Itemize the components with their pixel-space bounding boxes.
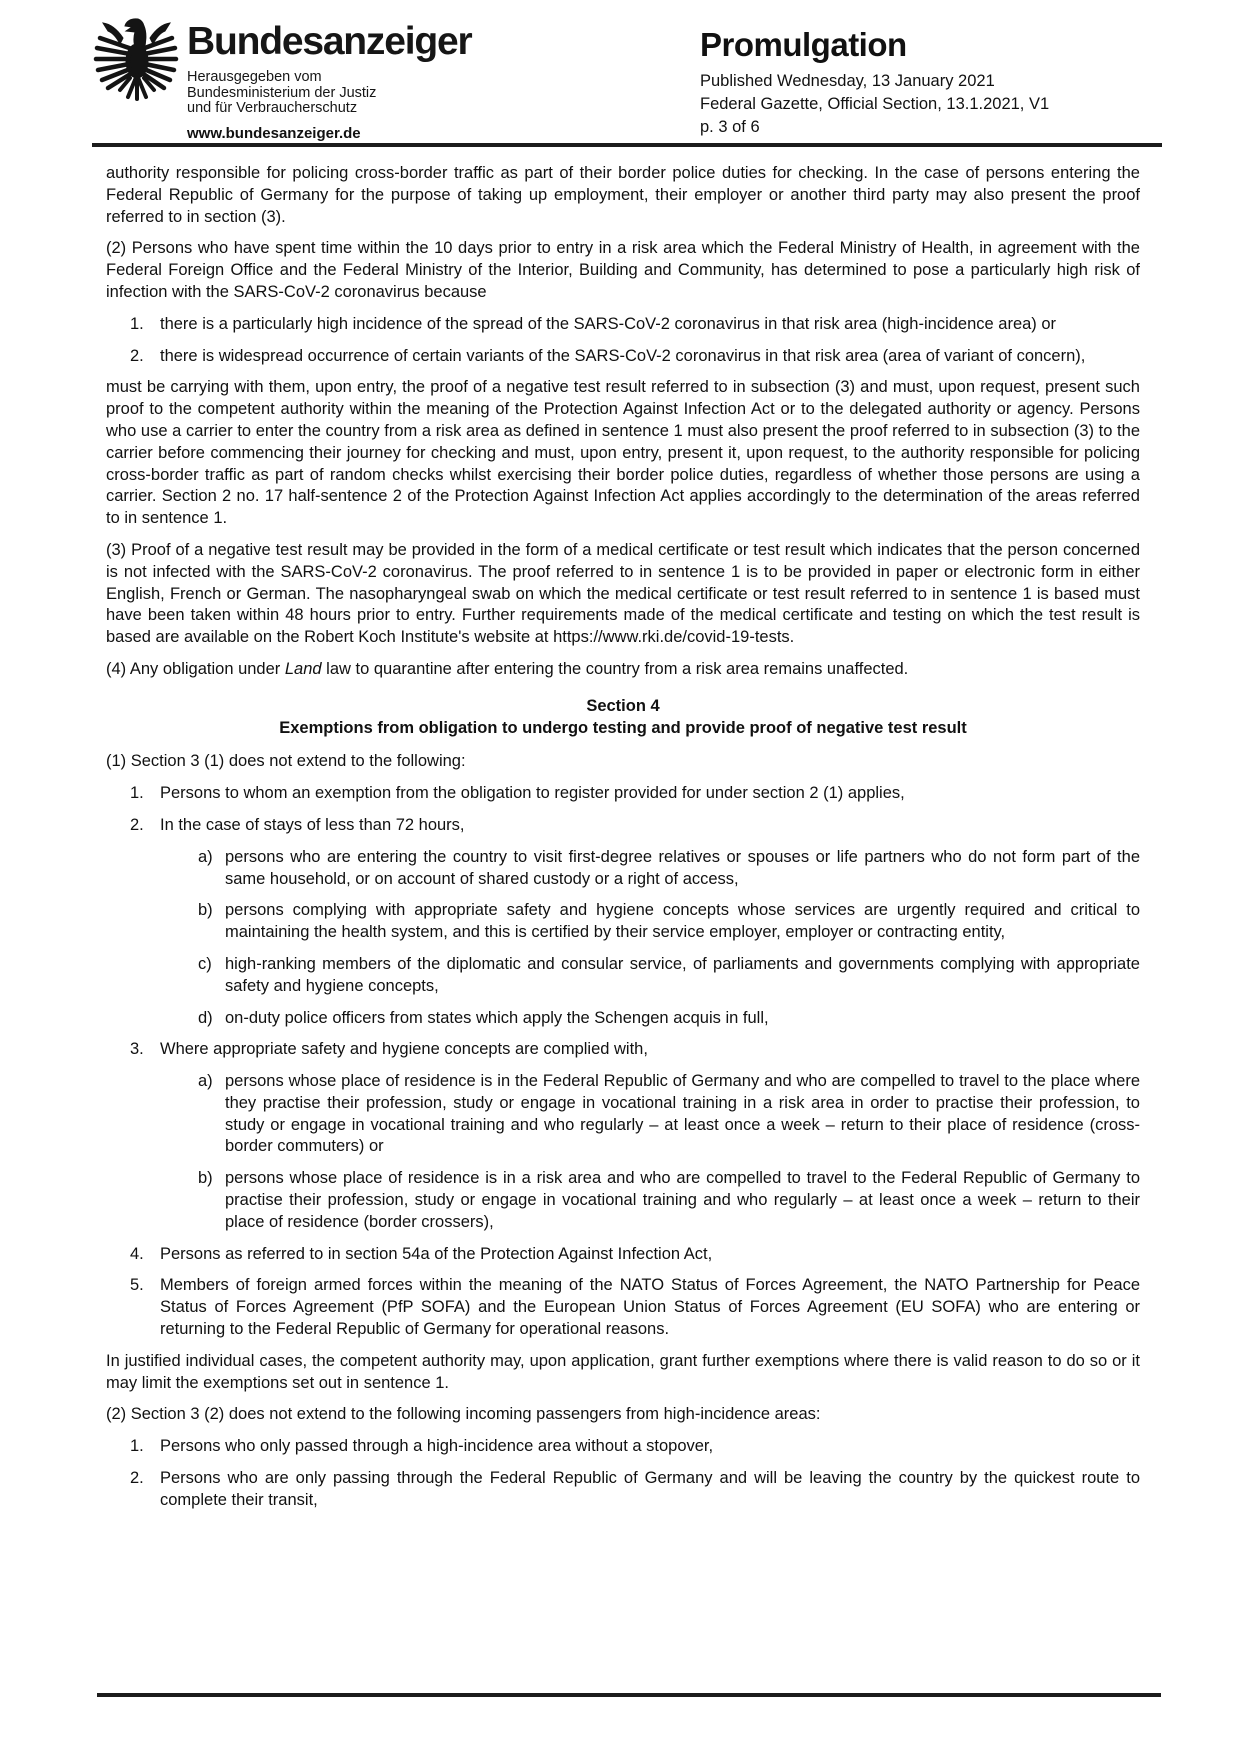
- section-title: Exemptions from obligation to undergo testing and provide proof of negative test result: [279, 718, 967, 737]
- list-item-text: on-duty police officers from states which apply the Schengen acquis in full,: [225, 1008, 769, 1027]
- list-item: [106, 954, 1140, 998]
- list-item: [106, 1071, 1140, 1158]
- paragraph: (2) Section 3 (2) does not extend to the following incoming passengers from high-incidence areas:: [106, 1405, 821, 1424]
- paragraph: must be carrying with them, upon entry, the proof of a negative test result referred to in subsection (3) and must, upon request, present such proof to the competent authority within the meaning of the Protection Against Infection Act or to the delegated authority or agency. Persons who use a carrier to enter the country from a risk area as defined in sentence 1 must also present the proof referred to in subsection (3) to the carrier before commencing their journey for checking and must, upon entry, present it, upon request, to the authority responsible for policing cross-border traffic as part of random checks whilst exercising their border police duties, regardless of whether those persons are using a carrier. Section 2 no. 17 half-sentence 2 of the Protection Against Infection Act applies accordingly to the determination of the areas referred to in sentence 1.: [106, 378, 1140, 528]
- list-marker: 2.: [130, 346, 144, 365]
- list-item-text: Persons who only passed through a high-incidence area without a stopover,: [160, 1437, 714, 1456]
- list-item: [106, 1436, 1140, 1458]
- list-item-text: there is widespread occurrence of certain variants of the SARS-CoV-2 coronavirus in that risk area (area of variant of concern),: [160, 346, 1086, 365]
- list-item-text: In the case of stays of less than 72 hours,: [160, 815, 465, 834]
- list-item-text: there is a particularly high incidence of the spread of the SARS-CoV-2 coronavirus in that risk area (high-incidence area) or: [160, 314, 1057, 333]
- list-item: [106, 1244, 1140, 1266]
- list-item-text: persons complying with appropriate safety and hygiene concepts whose services are urgently required and critical to maintaining the health system, and this is certified by their service employer, employer or contracting entity,: [225, 901, 1140, 942]
- section-number: Section 4: [586, 696, 660, 715]
- list-marker: c): [198, 954, 212, 973]
- list-marker: 1.: [130, 1437, 144, 1456]
- list-item: [106, 314, 1140, 336]
- list-item-text: Persons to whom an exemption from the obligation to register provided for under section 2 (1) applies,: [160, 784, 905, 803]
- list-marker: a): [198, 847, 213, 866]
- brand-website: www.bundesanzeiger.de: [187, 124, 361, 142]
- paragraph: (2) Persons who have spent time within the 10 days prior to entry in a risk area which the Federal Ministry of Health, in agreement with the Federal Foreign Office and the Federal Ministry of the Interior, Building and Community, has determined to pose a particularly high risk of infection with the SARS-CoV-2 coronavirus because: [106, 239, 1140, 301]
- paragraph: (3) Proof of a negative test result may be provided in the form of a medical certificate or test result which indicates that the person concerned is not infected with the SARS-CoV-2 coronavirus. The proof referred to in sentence 1 is to be provided in paper or electronic form in either English, French or German. The nasopharyngeal swab on which the medical certificate or test result referred to in sentence 1 is based must have been taken within 48 hours prior to entry. Further requirements made of the medical certificate and testing on which the test result is based are available on the Robert Koch Institute's website at https://www.rki.de/covid-19-tests.: [106, 540, 1140, 647]
- list-marker: 2.: [130, 1469, 144, 1488]
- list-item-text: high-ranking members of the diplomatic and consular service, of parliaments and governments complying with appropriate safety and hygiene concepts,: [225, 954, 1140, 995]
- publisher-line: und für Verbraucherschutz: [187, 100, 358, 116]
- footer-divider: [97, 1693, 1161, 1697]
- publisher-lines: [187, 70, 471, 117]
- brand-block: [187, 22, 471, 142]
- list-item-text: persons who are entering the country to visit first-degree relatives or spouses or life partners who do not form part of the same household, or on account of shared custody or a right of access,: [225, 847, 1140, 888]
- list-marker: d): [198, 1008, 213, 1027]
- paragraph: authority responsible for policing cross-border traffic as part of their border police duties for checking. In the case of persons entering the Federal Republic of Germany for the purpose of taking up employment, their employer or another third party may also present the proof referred to in section (3).: [106, 164, 1140, 226]
- list-item-text: Persons as referred to in section 54a of the Protection Against Infection Act,: [160, 1244, 713, 1263]
- list-item-text: persons whose place of residence is in the Federal Republic of Germany and who are compelled to travel to the place where they practise their profession, study or engage in vocational training in a risk area in order to practise their profession, to study or engage in vocational training and who regularly – at least once a week – return to their place of residence (cross-border commuters) or: [225, 1072, 1140, 1156]
- paragraph: [106, 659, 1140, 681]
- paragraph: In justified individual cases, the competent authority may, upon application, grant further exemptions where there is valid reason to do so or it may limit the exemptions set out in sentence 1.: [106, 1351, 1140, 1392]
- italic-term: Land: [284, 659, 322, 678]
- list-marker: 1.: [130, 784, 144, 803]
- list-marker: 3.: [130, 1040, 144, 1059]
- document-body: [106, 163, 1140, 1522]
- published-date: Published Wednesday, 13 January 2021: [700, 72, 995, 90]
- federal-eagle-icon: [92, 16, 180, 106]
- list-item-text: persons whose place of residence is in a risk area and who are compelled to travel to the Federal Republic of Germany to practise their profession, study or engage in vocational training and who regularly – at least once a week – return to their place of residence (border crossers),: [225, 1169, 1140, 1231]
- list-marker: b): [198, 1169, 213, 1188]
- page-title: Promulgation: [700, 26, 907, 63]
- paragraph-text: law to quarantine after entering the country from a risk area remains unaffected.: [321, 659, 909, 678]
- list-marker: 5.: [130, 1276, 144, 1295]
- list-marker: 2.: [130, 815, 144, 834]
- list-item: [106, 1468, 1140, 1512]
- brand-title: Bundesanzeiger: [187, 20, 472, 63]
- list-item: [106, 1275, 1140, 1340]
- list-item: [106, 346, 1140, 368]
- paragraph-text: (4) Any obligation under: [106, 659, 285, 678]
- list-item: [106, 815, 1140, 837]
- publisher-line: Bundesministerium der Justiz: [187, 84, 377, 101]
- section-heading: [106, 696, 1140, 740]
- header-divider: [92, 143, 1162, 147]
- issue-line: Federal Gazette, Official Section, 13.1.2021, V1: [700, 94, 1050, 113]
- list-item: [106, 1039, 1140, 1061]
- list-item: [106, 783, 1140, 805]
- list-item: [106, 900, 1140, 944]
- page-number: p. 3 of 6: [700, 118, 760, 136]
- list-marker: b): [198, 901, 213, 920]
- paragraph: (1) Section 3 (1) does not extend to the following:: [106, 752, 466, 771]
- publisher-line: Herausgegeben vom: [187, 69, 322, 85]
- list-item: [106, 847, 1140, 891]
- list-item-text: Where appropriate safety and hygiene concepts are complied with,: [160, 1040, 648, 1059]
- list-item-text: Persons who are only passing through the Federal Republic of Germany and will be leaving the country by the quickest route to complete their transit,: [160, 1469, 1140, 1509]
- list-item-text: Members of foreign armed forces within the meaning of the NATO Status of Forces Agreement, the NATO Partnership for Peace Status of Forces Agreement (PfP SOFA) and the European Union Status of Forces Agreement (EU SOFA) who are entering or returning to the Federal Republic of Germany for operational reasons.: [160, 1276, 1140, 1339]
- list-marker: a): [198, 1072, 213, 1091]
- list-item: [106, 1008, 1140, 1030]
- issue-meta-block: [700, 28, 1049, 137]
- list-item: [106, 1168, 1140, 1233]
- list-marker: 1.: [130, 314, 144, 333]
- list-marker: 4.: [130, 1244, 144, 1263]
